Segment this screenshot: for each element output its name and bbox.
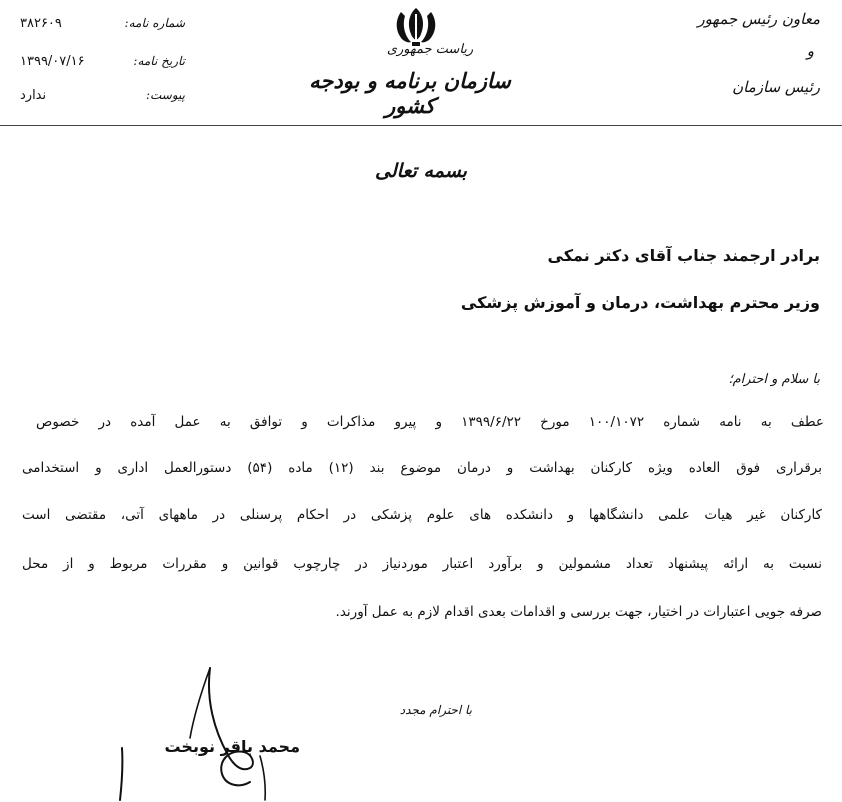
meta-attachment-label: پیوست: bbox=[145, 88, 185, 102]
body-line: نسبت به ارائه پیشنهاد تعداد مشمولین و برآورد اعتبار موردنیاز در چارچوب قوانین و مقررات مربوط و از محل bbox=[22, 556, 822, 572]
meta-letter-number bbox=[20, 16, 185, 34]
body-line: برقراری فوق العاده ویژه کارکنان بهداشت و درمان موضوع بند (۱۲) ماده (۵۴) دستورالعمل اداری و استخدامی bbox=[22, 460, 822, 476]
meta-date-value: ۱۳۹۹/۰۷/۱۶ bbox=[20, 54, 85, 69]
meta-number-label: شماره نامه: bbox=[124, 16, 185, 30]
body-line: عطف به نامه شماره ۱۰۰/۱۰۷۲ مورخ ۱۳۹۹/۶/۲۲ و پیرو مذاکرات و توافق به عمل آمده در خصوص bbox=[36, 414, 824, 430]
sender-title-line3: رئیس سازمان bbox=[732, 78, 820, 96]
meta-attachment bbox=[20, 88, 185, 106]
meta-letter-date bbox=[20, 54, 185, 72]
body-line: کارکنان غیر هیات علمی دانشگاهها و دانشکده های علوم پزشکی در احکام پرسنلی در ماههای آتی، مقتضی است bbox=[22, 507, 822, 523]
greeting: با سلام و احترام؛ bbox=[728, 372, 820, 387]
org-name: سازمان برنامه و بودجه کشور bbox=[309, 68, 511, 118]
meta-date-label: تاریخ نامه: bbox=[133, 54, 185, 68]
org-subtitle: ریاست جمهوری bbox=[386, 42, 474, 57]
sender-title-line1: معاون رئیس جمهور bbox=[697, 10, 820, 28]
invocation: بسمه تعالی bbox=[375, 160, 467, 182]
body-line: صرفه جویی اعتبارات در اختیار، جهت بررسی و اقدامات بعدی اقدام لازم به عمل آورند. bbox=[335, 604, 822, 620]
closing-phrase: با احترام مجدد bbox=[399, 703, 472, 717]
sender-title-line2: و bbox=[806, 42, 814, 60]
addressee-position: وزیر محترم بهداشت، درمان و آموزش پزشکی bbox=[460, 293, 820, 312]
handwritten-signature bbox=[110, 660, 290, 802]
meta-attachment-value: ندارد bbox=[20, 88, 47, 103]
addressee-name: برادر ارجمند جناب آقای دکتر نمکی bbox=[547, 246, 820, 265]
meta-number-value: ۳۸۲۶۰۹ bbox=[20, 16, 62, 31]
header-divider bbox=[0, 125, 842, 126]
signatory-name: محمد باقر نوبخت bbox=[164, 737, 300, 756]
